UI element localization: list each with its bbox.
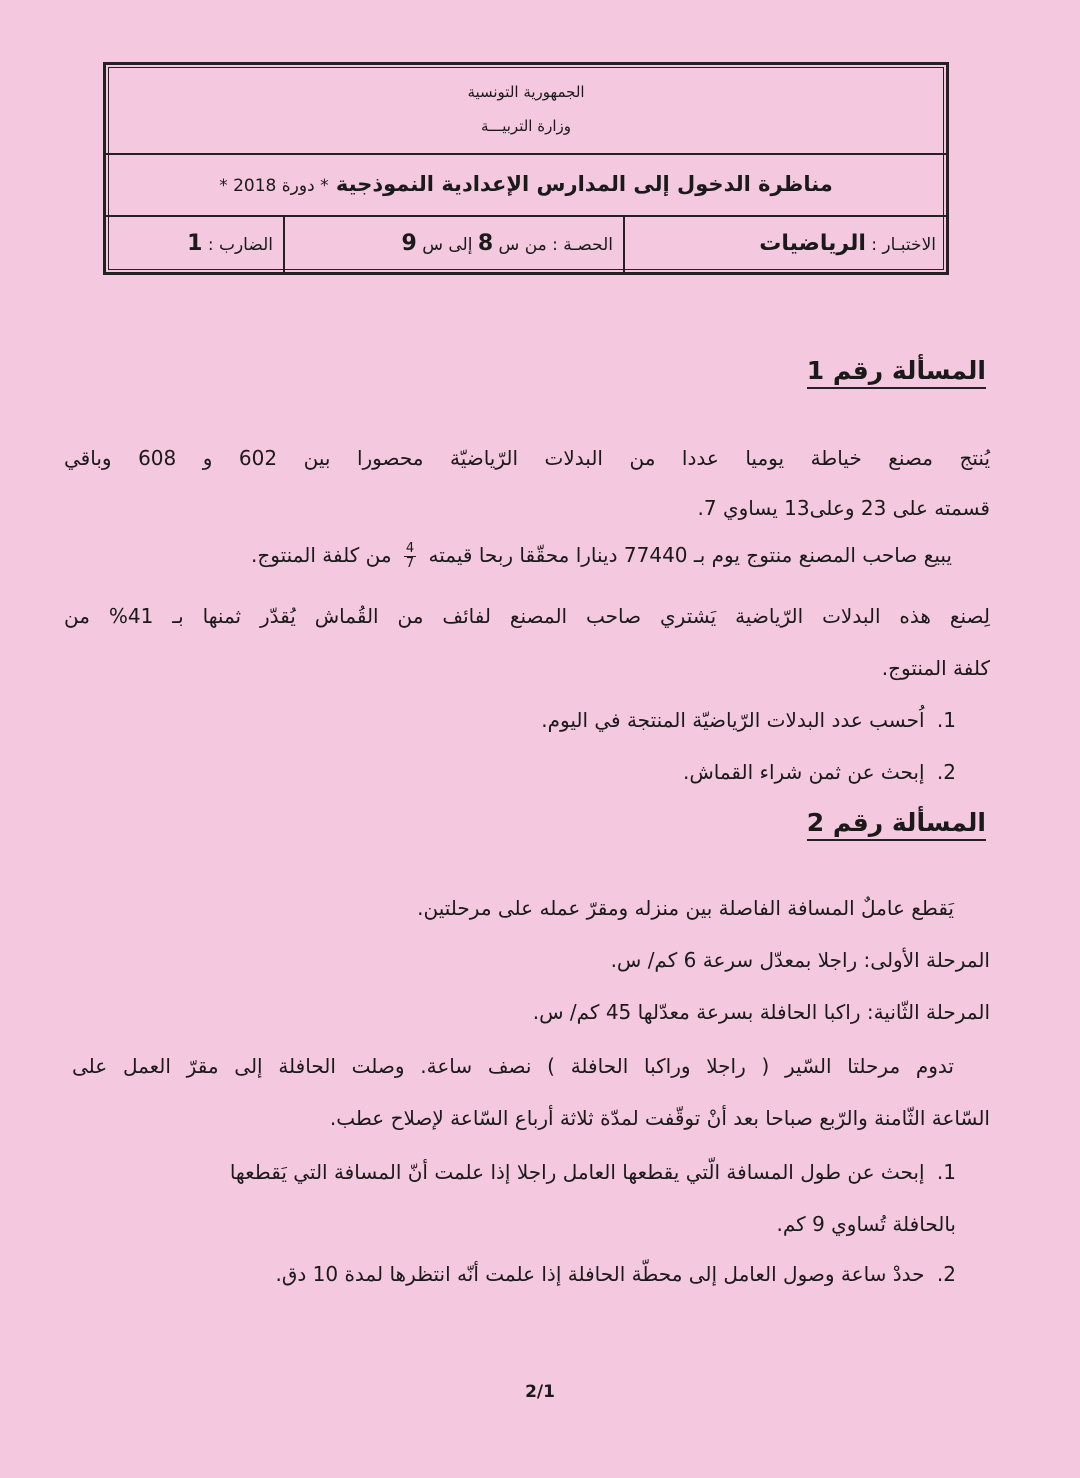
header-top bbox=[106, 65, 946, 155]
problem2-line1: يَقطع عاملٌ المسافة الفاصلة بين منزله ومقرّ عمله على مرحلتين. bbox=[417, 896, 954, 920]
problem2-title: المسألة رقم 2 bbox=[807, 808, 986, 841]
session-to-label: إلى س bbox=[422, 235, 473, 255]
problem1-line3 bbox=[64, 542, 952, 571]
exam-title: مناظرة الدخول إلى المدارس الإعدادية النموذجية bbox=[335, 172, 833, 196]
problem2-question1 bbox=[72, 1160, 956, 1184]
problem2-question1-cont: بالحافلة تُساوي 9 كم. bbox=[776, 1212, 956, 1236]
problem1-sale-text-end: من كلفة المنتوج. bbox=[251, 543, 392, 567]
problem1-line2: قسمته على 23 وعلى13 يساوي 7. bbox=[697, 496, 990, 520]
problem1-line4: لِصنع هذه البدلات الرّياضية يَشتري صاحب المصنع لفائف من القُماش يُقدّر ثمنها بـ 41% من bbox=[64, 604, 990, 628]
page-number: 2/1 bbox=[525, 1382, 555, 1402]
question-text: إبحث عن طول المسافة الّتي يقطعها العامل راجلا إذا علمت أنّ المسافة التي يَقطعها bbox=[229, 1160, 925, 1184]
fraction-numerator: 4 bbox=[405, 541, 415, 556]
problem1-question2 bbox=[64, 760, 956, 784]
republic-name: الجمهورية التونسية bbox=[467, 83, 585, 101]
question-text: حددْ ساعة وصول العامل إلى محطّة الحافلة إذا علمت أنّه انتظرها لمدة 10 دق. bbox=[275, 1262, 925, 1286]
question-number: 1. bbox=[936, 708, 956, 732]
problem2-line3: المرحلة الثّانية: راكبا الحافلة بسرعة معدّلها 45 كم/ س. bbox=[532, 1000, 990, 1024]
session-from: 8 bbox=[477, 231, 494, 256]
header-info-row bbox=[106, 215, 946, 272]
problem1-line5: كلفة المنتوج. bbox=[881, 656, 990, 680]
session-time-label: الحصـة : من س bbox=[498, 235, 613, 255]
subject-cell bbox=[623, 215, 946, 272]
question-number: 1. bbox=[936, 1160, 956, 1184]
problem2-line2: المرحلة الأولى: راجلا بمعدّل سرعة 6 كم/ س. bbox=[610, 948, 990, 972]
coef-label: الضارب : bbox=[207, 235, 273, 255]
coefficient-cell bbox=[106, 215, 283, 272]
exam-header bbox=[103, 62, 949, 275]
subject-value: الرياضيات bbox=[759, 231, 866, 256]
problem1-title: المسألة رقم 1 bbox=[807, 356, 986, 389]
exam-session: * دورة 2018 * bbox=[219, 176, 329, 196]
problem1-question1 bbox=[64, 708, 956, 732]
session-to: 9 bbox=[401, 231, 417, 256]
session-time-cell bbox=[283, 215, 623, 272]
problem2-line4: تدوم مرحلتا السّير ( راجلا وراكبا الحافلة ) نصف ساعة. وصلت الحافلة إلى مقرّ العمل على bbox=[72, 1054, 954, 1078]
question-number: 2. bbox=[936, 760, 956, 784]
ministry-name: وزارة التربيـــة bbox=[481, 117, 571, 135]
coef-value: 1 bbox=[187, 231, 203, 256]
problem2-line5: السّاعة الثّامنة والرّبع صباحا بعد أنْ توقّفت لمدّة ثلاثة أرباع السّاعة لإصلاح عطب. bbox=[329, 1106, 990, 1130]
question-number: 2. bbox=[936, 1262, 956, 1286]
problem1-line1: يُنتج مصنع خياطة يوميا عددا من البدلات الرّياضيّة محصورا بين 602 و 608 وباقي bbox=[64, 446, 991, 470]
exam-title-row bbox=[106, 153, 946, 217]
fraction-four-sevenths bbox=[404, 542, 416, 571]
subject-label: الاختبـار : bbox=[871, 235, 936, 255]
problem1-sale-text: يبيع صاحب المصنع منتوج يوم بـ 77440 دينارا محقّقا ربحا قيمته bbox=[428, 543, 952, 567]
question-text: اُحسب عدد البدلات الرّياضيّة المنتجة في اليوم. bbox=[541, 708, 925, 732]
problem2-question2 bbox=[64, 1262, 956, 1286]
fraction-denominator: 7 bbox=[405, 556, 415, 571]
question-text: إبحث عن ثمن شراء القماش. bbox=[682, 760, 925, 784]
